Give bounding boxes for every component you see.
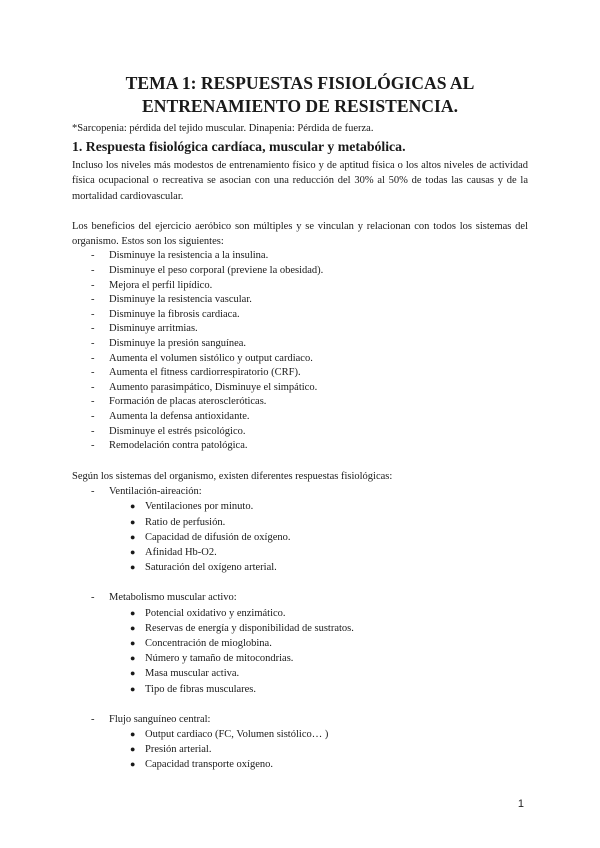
metabolism-list bbox=[72, 606, 528, 697]
benefits-list bbox=[72, 249, 528, 453]
intro-paragraph: Incluso los niveles más modestos de entrenamiento físico y de aptitud física o los altos niveles de actividad física ocupacional o recreativa se asocian con una reducción del 30% al 50% de todas las causas y de la mortalidad cardiovascular. bbox=[72, 160, 528, 202]
list-item: ● Capacidad de difusión de oxígeno. bbox=[130, 531, 291, 543]
list-item: - Formación de placas ateroscleróticas. bbox=[91, 396, 267, 408]
list-item: - Disminuye el estrés psicológico. bbox=[91, 425, 246, 437]
list-item: - Disminuye arritmias. bbox=[91, 323, 198, 335]
document-page bbox=[72, 72, 528, 773]
page-title bbox=[72, 72, 528, 118]
group-label-metabolism: - Metabolismo muscular activo: bbox=[91, 592, 237, 604]
list-item: - Aumenta el volumen sistólico y output cardiaco. bbox=[91, 352, 313, 364]
list-item: ● Capacidad transporte oxígeno. bbox=[130, 759, 273, 771]
list-item: ● Concentración de mioglobina. bbox=[130, 637, 272, 649]
list-item: ● Output cardiaco (FC, Volumen sistólico… ) bbox=[130, 728, 329, 740]
list-item: ● Masa muscular activa. bbox=[130, 668, 240, 680]
list-item: ● Saturación del oxígeno arterial. bbox=[130, 562, 277, 574]
list-item: ● Ventilaciones por minuto. bbox=[130, 501, 254, 513]
list-item: - Disminuye la resistencia a la insulina. bbox=[91, 250, 269, 262]
list-item: ● Presión arterial. bbox=[130, 744, 212, 756]
list-item: ● Afinidad Hb-O2. bbox=[130, 546, 217, 558]
group-label-blood-flow: - Flujo sanguíneo central: bbox=[91, 713, 211, 725]
systems-intro: Según los sistemas del organismo, existen diferentes respuestas fisiológicas: bbox=[72, 470, 393, 482]
list-item: - Aumenta la defensa antioxidante. bbox=[91, 411, 250, 423]
title-line-2: ENTRENAMIENTO DE RESISTENCIA. bbox=[142, 96, 458, 116]
list-item: - Disminuye la resistencia vascular. bbox=[91, 294, 252, 306]
page-number: 1 bbox=[517, 798, 524, 810]
ventilation-list bbox=[72, 499, 528, 575]
list-item: ● Tipo de fibras musculares. bbox=[130, 683, 257, 695]
list-item: ● Número y tamaño de mitocondrias. bbox=[130, 653, 294, 665]
list-item: ● Potencial oxidativo y enzimático. bbox=[130, 607, 286, 619]
section-heading-1: 1. Respuesta fisiológica cardíaca, muscular y metabólica. bbox=[72, 139, 406, 154]
benefits-paragraph: Los beneficios del ejercicio aeróbico son múltiples y se vinculan y relacionan con todos los sistemas del organismo. Estos son los siguientes: bbox=[72, 220, 528, 248]
blood-flow-list bbox=[72, 727, 528, 773]
group-label-ventilation: - Ventilación-aireación: bbox=[91, 486, 202, 498]
list-item: ● Reservas de energía y disponibilidad de sustratos. bbox=[130, 622, 354, 634]
list-item: - Mejora el perfil lipídico. bbox=[91, 279, 213, 291]
definition-note: *Sarcopenia: pérdida del tejido muscular. Dinapenia: Pérdida de fuerza. bbox=[72, 123, 374, 134]
list-item: ● Ratio de perfusión. bbox=[130, 516, 226, 528]
list-item: - Aumento parasimpático, Disminuye el simpático. bbox=[91, 381, 318, 393]
list-item: - Disminuye el peso corporal (previene la obesidad). bbox=[91, 265, 324, 277]
list-item: - Remodelación contra patológica. bbox=[91, 440, 248, 452]
list-item: - Aumenta el fitness cardiorrespiratorio (CRF). bbox=[91, 367, 301, 379]
list-item: - Disminuye la fibrosis cardiaca. bbox=[91, 308, 240, 320]
list-item: - Disminuye la presión sanguínea. bbox=[91, 338, 247, 350]
title-line-1: TEMA 1: RESPUESTAS FISIOLÓGICAS AL bbox=[125, 73, 475, 93]
